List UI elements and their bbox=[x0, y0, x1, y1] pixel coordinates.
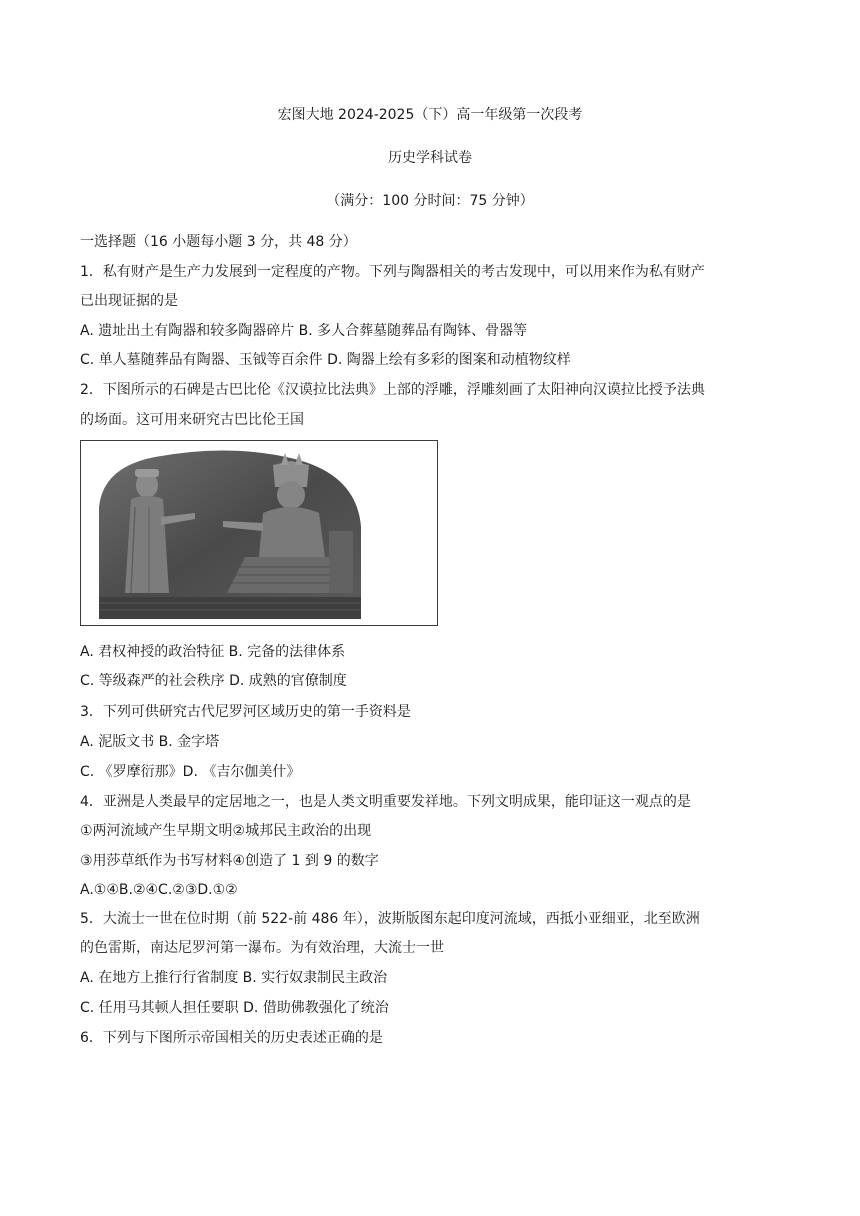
q3-options-line-1: A. 泥版文书 B. 金字塔 bbox=[80, 734, 220, 750]
exam-title: 宏图大地 2024-2025（下）高一年级第一次段考 bbox=[277, 107, 583, 123]
q4-stem-line-2: ①两河流域产生早期文明②城邦民主政治的出现 bbox=[80, 823, 372, 839]
q3-stem-line-1: 3．下列可供研究古代尼罗河区域历史的第一手资料是 bbox=[80, 704, 411, 720]
q6-stem-line-1: 6．下列与下图所示帝国相关的历史表述正确的是 bbox=[80, 1030, 383, 1046]
q1-options-line-1: A. 遗址出土有陶器和较多陶器碎片 B. 多人合葬墓随葬品有陶钵、骨器等 bbox=[80, 323, 528, 339]
q5-options-line-1: A. 在地方上推行行省制度 B. 实行奴隶制民主政治 bbox=[80, 970, 388, 986]
hammurabi-stele-image bbox=[80, 440, 438, 626]
q5-options-line-2: C. 任用马其顿人担任要职 D. 借助佛教强化了统治 bbox=[80, 1000, 389, 1016]
stele-relief-picture bbox=[95, 447, 365, 619]
q1-stem-line-1: 1．私有财产是生产力发展到一定程度的产物。下列与陶器相关的考古发现中，可以用来作为私有财产 bbox=[80, 264, 705, 280]
q1-options-line-2: C. 单人墓随葬品有陶器、玉钺等百余件 D. 陶器上绘有多彩的图案和动植物纹样 bbox=[80, 352, 571, 368]
exam-meta: （满分：100 分时间：75 分钟） bbox=[326, 193, 534, 209]
q1-stem-line-2: 已出现证据的是 bbox=[80, 293, 178, 309]
section-heading: 一选择题（16 小题每小题 3 分，共 48 分） bbox=[80, 234, 357, 250]
q5-stem-line-1: 5．大流士一世在位时期（前 522-前 486 年），波斯版图东起印度河流域，西抵小亚细亚，北至欧洲 bbox=[80, 911, 700, 927]
q4-stem-line-1: 4．亚洲是人类最早的定居地之一，也是人类文明重要发祥地。下列文明成果，能印证这一观点的是 bbox=[80, 794, 691, 810]
q2-options-line-2: C. 等级森严的社会秩序 D. 成熟的官僚制度 bbox=[80, 673, 347, 689]
q3-options-line-2: C. 《罗摩衍那》D. 《吉尔伽美什》 bbox=[80, 764, 301, 780]
q4-stem-line-3: ③用莎草纸作为书写材料④创造了 1 到 9 的数字 bbox=[80, 853, 379, 869]
q4-options-line-1: A.①④B.②④C.②③D.①② bbox=[80, 882, 238, 898]
q5-stem-line-2: 的色雷斯，南达尼罗河第一瀑布。为有效治理，大流士一世 bbox=[80, 940, 444, 956]
q2-options-line-1: A. 君权神授的政治特征 B. 完备的法律体系 bbox=[80, 644, 346, 660]
subject-title: 历史学科试卷 bbox=[388, 150, 472, 166]
q2-stem-line-2: 的场面。这可用来研究古巴比伦王国 bbox=[80, 412, 304, 428]
q2-stem-line-1: 2．下图所示的石碑是古巴比伦《汉谟拉比法典》上部的浮雕，浮雕刻画了太阳神向汉谟拉比授予法典 bbox=[80, 382, 705, 398]
